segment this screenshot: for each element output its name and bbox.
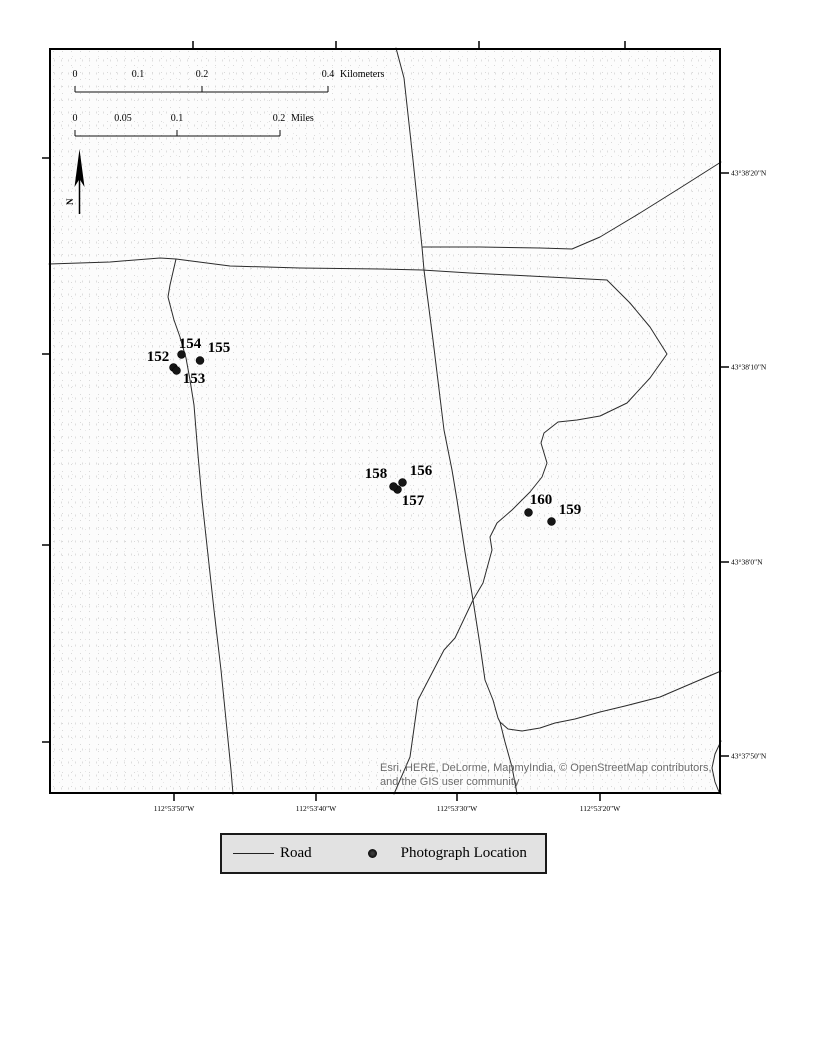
latitude-label: 43°37'50"N <box>731 751 767 761</box>
longitude-label: 112°53'20"W <box>579 804 621 813</box>
north-arrow-label: N <box>65 198 75 205</box>
scalebar-km-value: 0.2 <box>195 69 209 80</box>
road-northeast-branch <box>423 162 721 249</box>
photo-point-159 <box>548 518 556 526</box>
photo-point-153 <box>173 367 181 375</box>
scalebar-km-unit: Kilometers <box>340 69 385 80</box>
legend-box <box>220 833 547 874</box>
legend-road-label: Road <box>280 845 312 861</box>
scalebar-miles-value: 0.2 <box>272 113 286 124</box>
scalebar-km-value: 0.1 <box>131 69 145 80</box>
latitude-label: 43°38'20"N <box>731 168 767 178</box>
map-attribution <box>380 761 720 789</box>
photo-point-label-159: 159 <box>558 502 582 518</box>
road-southeast-branch <box>500 671 721 731</box>
photo-point-label-157: 157 <box>401 493 425 509</box>
road-symbol <box>233 853 274 854</box>
latitude-label: 43°38'0"N <box>731 557 763 567</box>
longitude-label: 112°53'30"W <box>436 804 478 813</box>
map-border <box>50 49 720 793</box>
photo-point-label-152: 152 <box>146 349 170 365</box>
attribution-line-2: and the GIS user community <box>380 776 520 788</box>
road-main-north-south <box>396 48 517 794</box>
photo-point-label-154: 154 <box>178 336 202 352</box>
photo-point-label-160: 160 <box>529 492 553 508</box>
scalebar-km-value: 0.4 <box>321 69 335 80</box>
north-arrow <box>65 149 85 214</box>
photo-point-158 <box>390 483 398 491</box>
scalebar-miles-value: 0.05 <box>114 113 132 124</box>
legend-photo-label: Photograph Location <box>400 845 527 861</box>
scalebar-km-value: 0 <box>72 69 78 80</box>
scalebar-miles-unit: Miles <box>291 113 314 124</box>
photo-point-160 <box>525 509 533 517</box>
scalebar-miles-value: 0 <box>72 113 78 124</box>
photo-point-label-155: 155 <box>207 340 231 356</box>
photo-point-155 <box>196 357 204 365</box>
latitude-label: 43°38'10"N <box>731 362 767 372</box>
photo-point-label-158: 158 <box>364 466 388 482</box>
road-east-west <box>49 258 607 280</box>
scalebar-miles-value: 0.1 <box>170 113 184 124</box>
photograph-location-symbol <box>368 849 377 858</box>
photo-point-156 <box>399 479 407 487</box>
photo-point-label-156: 156 <box>409 463 433 479</box>
longitude-label: 112°53'40"W <box>295 804 337 813</box>
attribution-line-1: Esri, HERE, DeLorme, MapmyIndia, © OpenStreetMap contributors, <box>380 762 712 774</box>
photo-point-label-153: 153 <box>182 371 206 387</box>
longitude-label: 112°53'50"W <box>153 804 195 813</box>
